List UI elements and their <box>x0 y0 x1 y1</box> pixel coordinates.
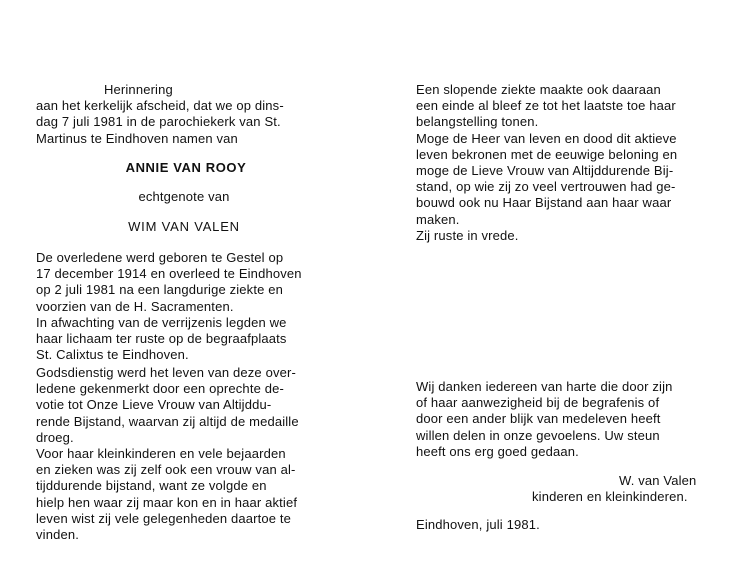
service-line: vinden. <box>36 527 79 543</box>
prayer-line: Een slopende ziekte maakte ook daaraan <box>416 82 661 97</box>
place-date: Eindhoven, juli 1981. <box>416 517 540 532</box>
service-paragraph <box>36 365 356 543</box>
prayer-line: belangstelling tonen. <box>416 114 539 130</box>
service-line: rende Bijstand, waarvan zij altijd de medaille <box>36 413 299 429</box>
service-line: leven wist zij vele gelegenheden daartoe te <box>36 510 292 526</box>
prayer-line: een einde al bleef ze tot het laatste toe haar <box>416 98 676 114</box>
prayer-line: leven bekronen met de eeuwige beloning en <box>416 146 678 162</box>
bio-line: De overledene werd geboren te Gestel op <box>36 250 284 265</box>
prayer-line: moge de Lieve Vrouw van Altijddurende Bij- <box>416 163 674 179</box>
signature-block <box>416 473 735 505</box>
spouse-label: echtgenote van <box>138 189 230 204</box>
service-line: votie tot Onze Lieve Vrouw van Altijddu- <box>36 397 272 413</box>
deceased-name: ANNIE VAN ROOY <box>125 160 247 175</box>
bio-line: haar lichaam ter ruste op de begraafplaats <box>36 331 287 347</box>
bio-line: op 2 juli 1981 na een langdurige ziekte en <box>36 282 283 298</box>
bio-line: St. Calixtus te Eindhoven. <box>36 347 189 363</box>
intro-line: aan het kerkelijk afscheid, dat we op dins- <box>36 98 284 114</box>
bio-line: voorzien van de H. Sacramenten. <box>36 298 234 314</box>
service-line: tijddurende bijstand, want ze volgde en <box>36 478 267 494</box>
service-line: ledene gekenmerkt door een oprechte de- <box>36 381 284 397</box>
service-line: Godsdienstig werd het leven van deze over- <box>36 365 296 380</box>
prayer-line: maken. <box>416 211 460 227</box>
prayer-line: Moge de Heer van leven en dood dit aktieve <box>416 130 677 146</box>
prayer-line: Zij ruste in vrede. <box>416 227 519 243</box>
signature-name: W. van Valen <box>619 473 697 488</box>
service-line: hielp hen waar zij maar kon en in haar aktief <box>36 494 298 510</box>
prayer-line: stand, op wie zij zo veel vertrouwen had ge- <box>416 179 676 195</box>
thanks-line: willen delen in onze gevoelens. Uw steun <box>416 427 660 443</box>
prayer-paragraph <box>416 82 735 244</box>
bio-line: In afwachting van de verrijzenis legden we <box>36 314 287 330</box>
prayer-line: bouwd ook nu Haar Bijstand aan haar waar <box>416 195 672 211</box>
service-line: en zieken was zij zelf ook een vrouw van al- <box>36 462 296 478</box>
intro-paragraph <box>36 82 356 147</box>
thanks-line: Wij danken iedereen van harte die door zijn <box>416 379 673 394</box>
service-line: droeg. <box>36 429 74 445</box>
thanks-line: of haar aanwezigheid bij de begrafenis of <box>416 395 660 411</box>
thanks-line: heeft ons erg goed gedaan. <box>416 443 579 459</box>
biography-paragraph <box>36 250 356 363</box>
intro-line: dag 7 juli 1981 in de parochiekerk van St. <box>36 114 281 130</box>
intro-line: Martinus te Eindhoven namen van <box>36 130 238 146</box>
thanks-line: door een ander blijk van medeleven heeft <box>416 411 661 427</box>
signature-family: kinderen en kleinkinderen. <box>532 489 688 505</box>
bio-line: 17 december 1914 en overleed te Eindhoven <box>36 266 302 282</box>
intro-heading: Herinnering <box>104 82 173 97</box>
spouse-name: WIM VAN VALEN <box>128 219 240 234</box>
service-line: Voor haar kleinkinderen en vele bejaarden <box>36 446 286 462</box>
thanks-paragraph <box>416 379 735 460</box>
